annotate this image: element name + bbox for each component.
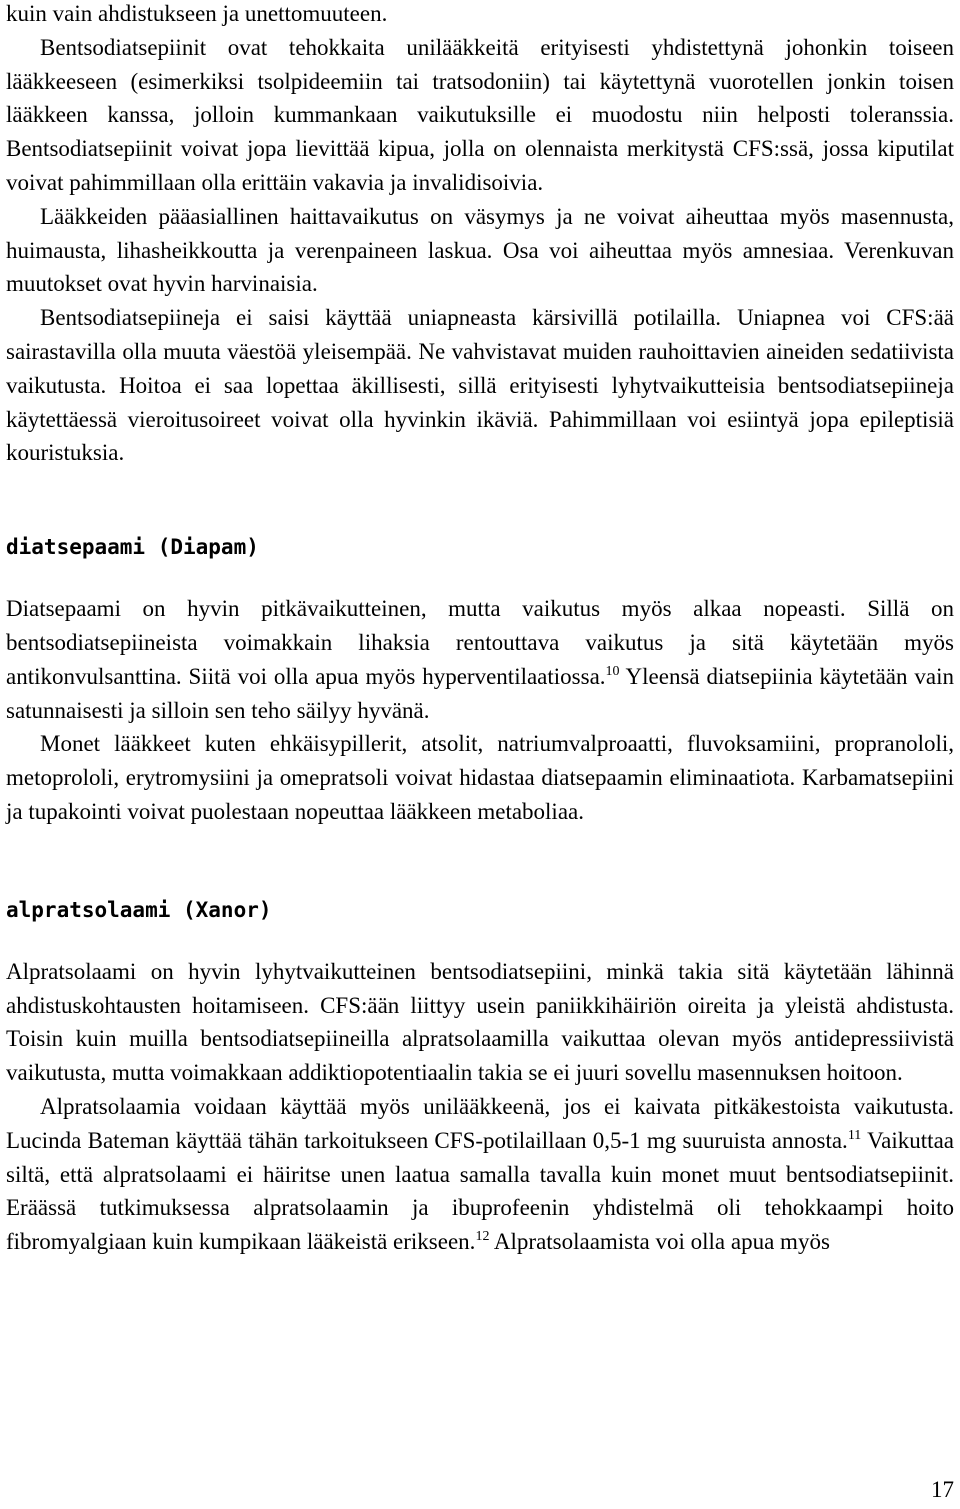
diatsepaami-text-b: Yleensä diatsepiinia käytetään vain satunnaisesti ja silloin sen teho säilyy hyvänä.: [6, 663, 954, 723]
page-number: 17: [931, 1477, 954, 1502]
diatsepaami-paragraph-1: [6, 592, 954, 727]
intro-continuation-paragraph: kuin vain ahdistukseen ja unettomuuteen.: [6, 1, 388, 26]
footnote-ref-12: 12: [475, 1229, 490, 1245]
section-heading-diatsepaami: diatsepaami (Diapam): [6, 535, 259, 560]
diatsepaami-paragraph-2: Monet lääkkeet kuten ehkäisypillerit, atsolit, natriumvalproaatti, fluvoksamiini, propranololi, metoprololi, erytromysiini ja omepratsoli voivat hidastaa diatsepaamin eliminaatiota. Karbamatsepiini ja tupakointi voivat puolestaan nopeuttaa lääkkeen metaboliaa.: [6, 731, 954, 824]
alpratsolaami-text-c: Alpratsolaamista voi olla apua myös: [489, 1229, 830, 1255]
intro-paragraph-contraindications: Bentsodiatsepiineja ei saisi käyttää uniapneasta kärsivillä potilailla. Uniapnea voi CFS:ää sairastavilla olla muuta väestöä yleisempää. Ne vahvistavat muiden rauhoittavien aineiden sedatiivista vaikutusta. Hoitoa ei saa lopettaa äkillisesti, sillä erityisesti lyhytvaikutteisia bentsodiatsepiineja käytettäessä vieroitusoireet voivat olla hyvinkin ikäviä. Pahimmillaan voi esiintyä jopa epileptisiä kouristuksia.: [6, 305, 954, 466]
intro-paragraph-efficacy: Bentsodiatsepiinit ovat tehokkaita unilääkkeitä erityisesti yhdistettynä johonkin toiseen lääkkeeseen (esimerkiksi tsolpideemiin tai tratsodoniin) tai käytettynä vuorotellen jonkin toisen lääkkeen kanssa, jolloin kummankaan vaikutuksille ei muodostu niin helposti toleranssia. Bentsodiatsepiinit voivat jopa lievittää kipua, jolla on olennaista merkitystä CFS:ssä, jossa kiputilat voivat pahimmillaan olla erittäin vakavia ja invalidisoivia.: [6, 34, 954, 195]
diatsepaami-text-a: Diatsepaami on hyvin pitkävaikutteinen, mutta vaikutus myös alkaa nopeasti. Sillä on bentsodiatsepiineista voimakkain lihaksia rentouttava vaikutus ja sitä käytetään myös antikonvulsanttina. Siitä voi olla apua myös hyperventilaatiossa.: [6, 596, 954, 689]
alpratsolaami-text-a: Alpratsolaamia voidaan käyttää myös unilääkkeenä, jos ei kaivata pitkäkestoista vaikutusta. Lucinda Bateman käyttää tähän tarkoitukseen CFS-potilaillaan 0,5-1 mg suuruista annosta.: [6, 1093, 954, 1153]
alpratsolaami-paragraph-2: [6, 1090, 954, 1259]
section-heading-alpratsolaami: alpratsolaami (Xanor): [6, 897, 272, 922]
footnote-ref-10: 10: [605, 663, 620, 679]
document-page: [6, 0, 954, 1259]
alpratsolaami-paragraph-1: Alpratsolaami on hyvin lyhytvaikutteinen bentsodiatsepiini, minkä takia sitä käytetään lähinnä ahdistuskohtausten hoitamiseen. CFS:ään liittyy usein paniikkihäiriön oireita ja yleistä ahdistusta. Toisin kuin muilla bentsodiatsepiineilla alpratsolaamilla vaikuttaa olevan myös antidepressiivistä vaikutusta, mutta voimakkaan addiktiopotentiaalin takia se ei juuri sovellu masennuksen hoitoon.: [6, 958, 954, 1086]
intro-paragraph-side-effects: Lääkkeiden pääasiallinen haittavaikutus on väsymys ja ne voivat aiheuttaa myös masennusta, huimausta, lihasheikkoutta ja verenpaineen laskua. Osa voi aiheuttaa myös amnesiaa. Verenkuvan muutokset ovat hyvin harvinaisia.: [6, 203, 954, 297]
alpratsolaami-text-b: Vaikuttaa siltä, että alpratsolaami ei häiritse unen laatua samalla tavalla kuin monet muut bentsodiatsepiinit. Eräässä tutkimuksessa alpratsolaamin ja ibuprofeenin yhdistelmä oli tehokkaampi hoito fibromyalgiaan kuin kumpikaan lääkeistä erikseen.: [6, 1127, 954, 1255]
footnote-ref-11: 11: [847, 1127, 862, 1143]
